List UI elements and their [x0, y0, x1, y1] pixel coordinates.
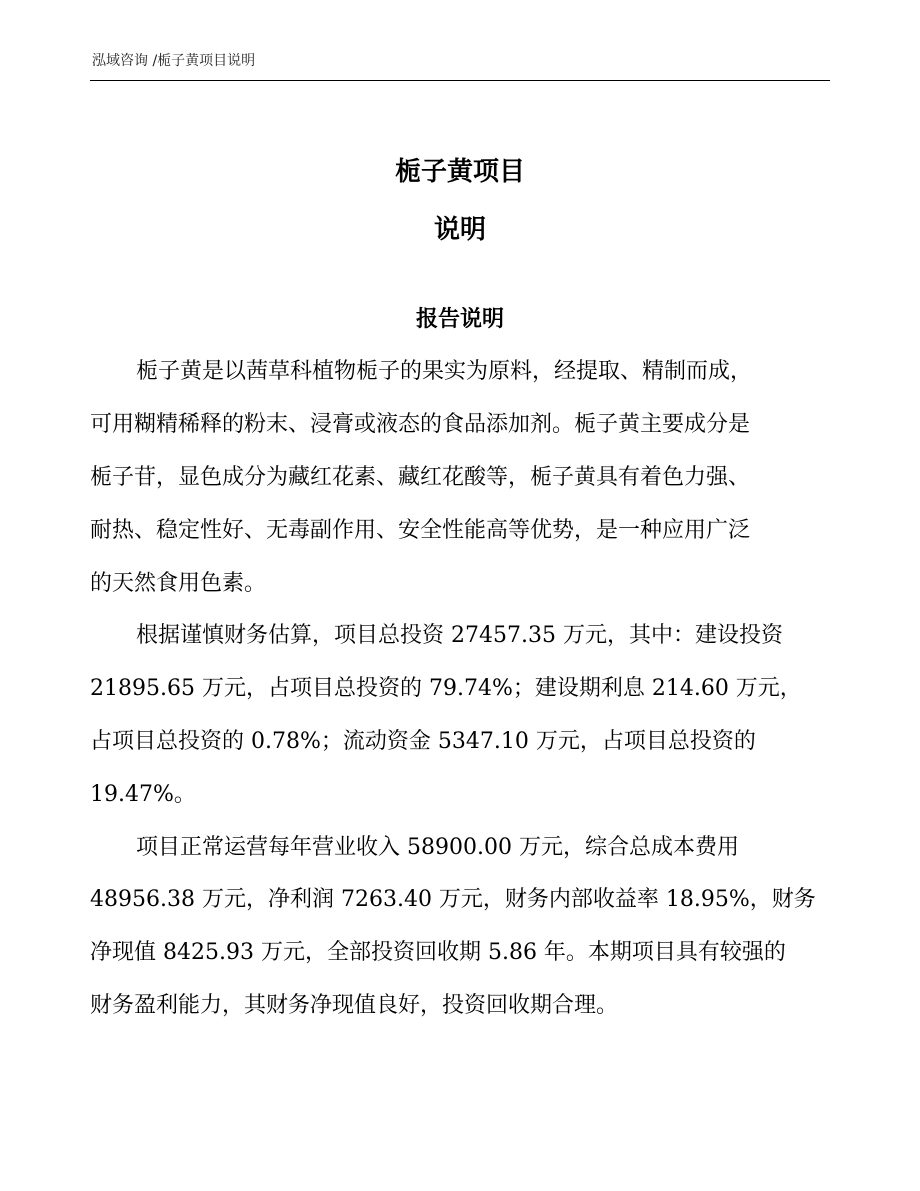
header-breadcrumb: 泓域咨询 /栀子黄项目说明	[92, 53, 256, 69]
paragraph-1-line: 栀子黄是以茜草科植物栀子的果实为原料，经提取、精制而成，	[136, 359, 753, 384]
section-heading: 报告说明	[415, 307, 504, 332]
paragraph-1-line: 的天然食用色素。	[90, 571, 267, 596]
paragraph-3-line: 净现值 8425.93 万元，全部投资回收期 5.86 年。本期项目具有较强的	[90, 940, 786, 965]
header-divider	[90, 80, 830, 81]
paragraph-1-line: 可用糊精稀释的粉末、浸膏或液态的食品添加剂。栀子黄主要成分是	[90, 412, 751, 437]
paragraph-3-line: 财务盈利能力，其财务净现值良好，投资回收期合理。	[90, 993, 619, 1018]
paragraph-2-line: 占项目总投资的 0.78%；流动资金 5347.10 万元，占项目总投资的	[90, 729, 756, 754]
paragraph-1-line: 栀子苷，显色成分为藏红花素、藏红花酸等，栀子黄具有着色力强、	[90, 465, 751, 490]
paragraph-2-line: 21895.65 万元，占项目总投资的 79.74%；建设期利息 214.60 万元，	[90, 676, 802, 701]
paragraph-2-line: 19.47%。	[90, 782, 196, 807]
paragraph-3-line: 48956.38 万元，净利润 7263.40 万元，财务内部收益率 18.95%，财务	[90, 887, 816, 912]
paragraph-1-line: 耐热、稳定性好、无毒副作用、安全性能高等优势，是一种应用广泛	[90, 518, 751, 543]
document-subtitle: 说明	[433, 215, 486, 245]
document-title: 栀子黄项目	[394, 157, 525, 187]
paragraph-2-line: 根据谨慎财务估算，项目总投资 27457.35 万元，其中：建设投资	[136, 623, 783, 648]
paragraph-3-line: 项目正常运营每年营业收入 58900.00 万元，综合总成本费用	[136, 835, 739, 860]
